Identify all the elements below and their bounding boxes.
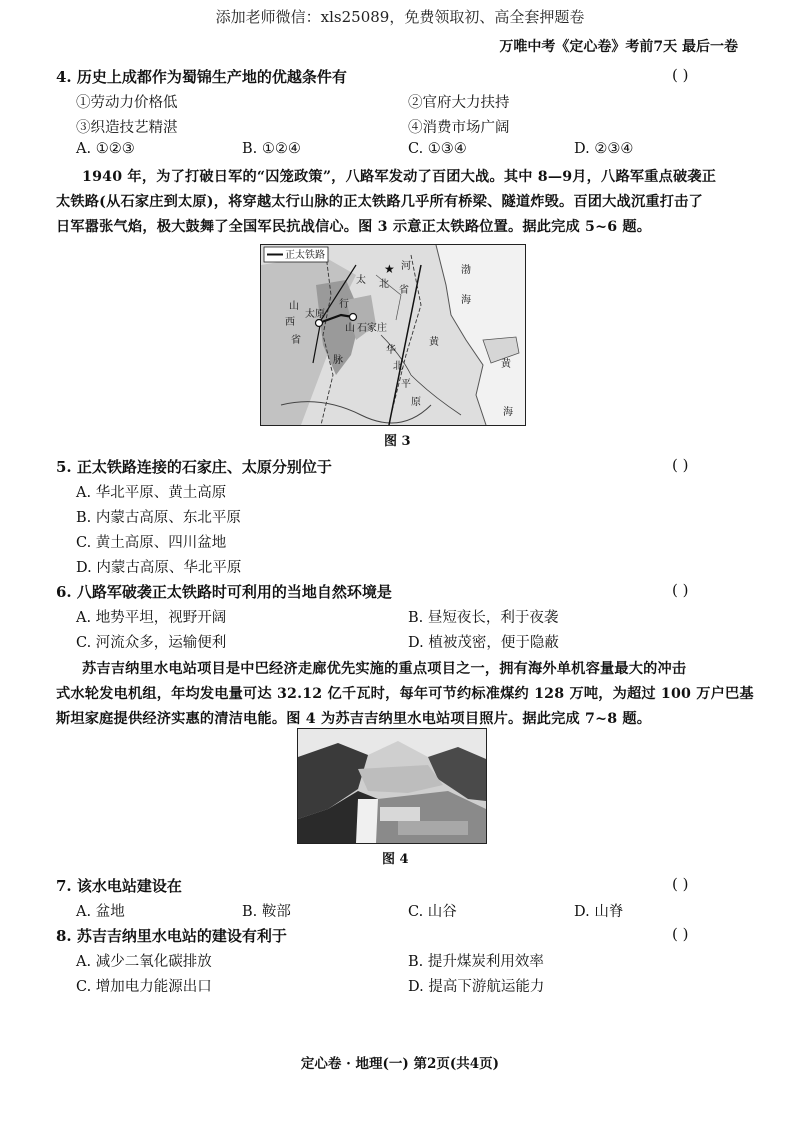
figure-3-caption: 图 3 [384, 434, 411, 449]
map-label: 山 [345, 323, 355, 334]
question-5-option-b: B. 内蒙古高原、东北平原 [76, 510, 241, 526]
question-5-option-a: A. 华北平原、黄土高原 [76, 485, 227, 501]
question-4-option-d: D. ②③④ [574, 141, 634, 157]
question-5-option-c: C. 黄土高原、四川盆地 [76, 535, 227, 551]
question-6-option-b: B. 昼短夜长，利于夜袭 [408, 610, 559, 626]
map-label: 山 [289, 301, 299, 312]
question-7-option-d: D. 山脊 [574, 904, 624, 920]
figure-3-map [260, 244, 526, 426]
question-4-item: ③织造技艺精湛 [76, 120, 178, 136]
map-label: 海 [503, 407, 513, 418]
question-7-option-b: B. 鞍部 [242, 904, 291, 920]
question-7-option-a: A. 盆地 [76, 904, 125, 920]
question-6-option-d: D. 植被茂密，便于隐蔽 [408, 635, 559, 651]
question-6-option-c: C. 河流众多，运输便利 [76, 635, 227, 651]
map-label: 渤 [461, 265, 471, 276]
question-4-option-a: A. ①②③ [76, 141, 135, 157]
map-label: 脉 [333, 355, 343, 366]
map-label: 省 [399, 285, 409, 296]
question-8-option-a: A. 减少二氧化碳排放 [76, 954, 212, 970]
map-label: 北 [393, 361, 403, 372]
svg-text:★: ★ [384, 262, 395, 276]
question-4-option-c: C. ①③④ [408, 141, 467, 157]
passage-2-line: 苏吉吉纳里水电站项目是中巴经济走廊优先实施的重点项目之一，拥有海外单机容量最大的冲击 [82, 661, 687, 677]
map-label: 海 [461, 295, 471, 306]
question-4-option-b: B. ①②④ [242, 141, 301, 157]
question-8-option-d: D. 提高下游航运能力 [408, 979, 545, 995]
map-label: 北 [379, 279, 389, 290]
question-5-option-d: D. 内蒙古高原、华北平原 [76, 560, 242, 576]
question-8-stem: 8. 苏吉吉纳里水电站的建设有利于 [56, 927, 287, 945]
question-6-option-a: A. 地势平坦，视野开阔 [76, 610, 227, 626]
question-7-stem: 7. 该水电站建设在 [56, 877, 182, 895]
passage-1-line: 太铁路(从石家庄到太原)，将穿越太行山脉的正太铁路几乎所有桥梁、隧道炸毁。百团大战沉重打击了 [56, 194, 703, 210]
figure-4-photo [297, 728, 487, 844]
question-4-item: ①劳动力价格低 [76, 95, 178, 111]
map-label: 原 [411, 397, 421, 408]
passage-2-line: 斯坦家庭提供经济实惠的清洁电能。图 4 为苏吉吉纳里水电站项目照片。据此完成 7~8 题。 [56, 711, 652, 727]
question-4-stem: 4. 历史上成都作为蜀锦生产地的优越条件有 [56, 68, 347, 86]
question-5-stem: 5. 正太铁路连接的石家庄、太原分别位于 [56, 458, 332, 476]
figure-3-legend: 正太铁路 [285, 250, 325, 261]
question-7-answer-blank: ( ) [672, 875, 689, 893]
question-4-item: ②官府大力扶持 [408, 95, 510, 111]
top-banner: 添加老师微信：xls25089，免费领取初、高全套押题卷 [215, 8, 585, 26]
question-8-option-b: B. 提升煤炭利用效率 [408, 954, 544, 970]
passage-1-line: 1940 年，为了打破日军的“囚笼政策”，八路军发动了百团大战。其中 8—9月，八路军重点破袭正 [82, 169, 717, 185]
question-8-option-c: C. 增加电力能源出口 [76, 979, 212, 995]
map-label: 平 [401, 379, 411, 390]
map-label: 黄 [429, 337, 439, 348]
question-6-stem: 6. 八路军破袭正太铁路时可利用的当地自然环境是 [56, 583, 392, 601]
map-label: 太 [356, 275, 366, 286]
map-label: 华 [386, 345, 396, 356]
map-label-shijiazhuang: 石家庄 [357, 323, 387, 334]
map-label: 西 [285, 317, 295, 328]
map-label: 黄 [501, 359, 511, 370]
question-8-answer-blank: ( ) [672, 925, 689, 943]
page-footer: 定心卷 · 地理(一) 第2页(共4页) [300, 1056, 500, 1072]
question-7-option-c: C. 山谷 [408, 904, 457, 920]
question-4-answer-blank: ( ) [672, 66, 689, 84]
figure-4-caption: 图 4 [382, 852, 409, 867]
passage-1-line: 日军嚣张气焰，极大鼓舞了全国军民抗战信心。图 3 示意正太铁路位置。据此完成 5~6 题。 [56, 219, 652, 235]
map-label-taiyuan: 太原 [305, 309, 325, 320]
question-6-answer-blank: ( ) [672, 581, 689, 599]
question-4-item: ④消费市场广阔 [408, 120, 510, 136]
question-5-answer-blank: ( ) [672, 456, 689, 474]
passage-2-line: 式水轮发电机组，年均发电量可达 32.12 亿千瓦时，每年可节约标准煤约 128 万吨，为超过 100 万户巴基 [56, 686, 754, 702]
page-header: 万唯中考《定心卷》考前7天 最后一卷 [499, 39, 738, 55]
map-label: 省 [291, 335, 301, 346]
map-label: 河 [401, 261, 411, 272]
map-label: 行 [339, 299, 349, 310]
